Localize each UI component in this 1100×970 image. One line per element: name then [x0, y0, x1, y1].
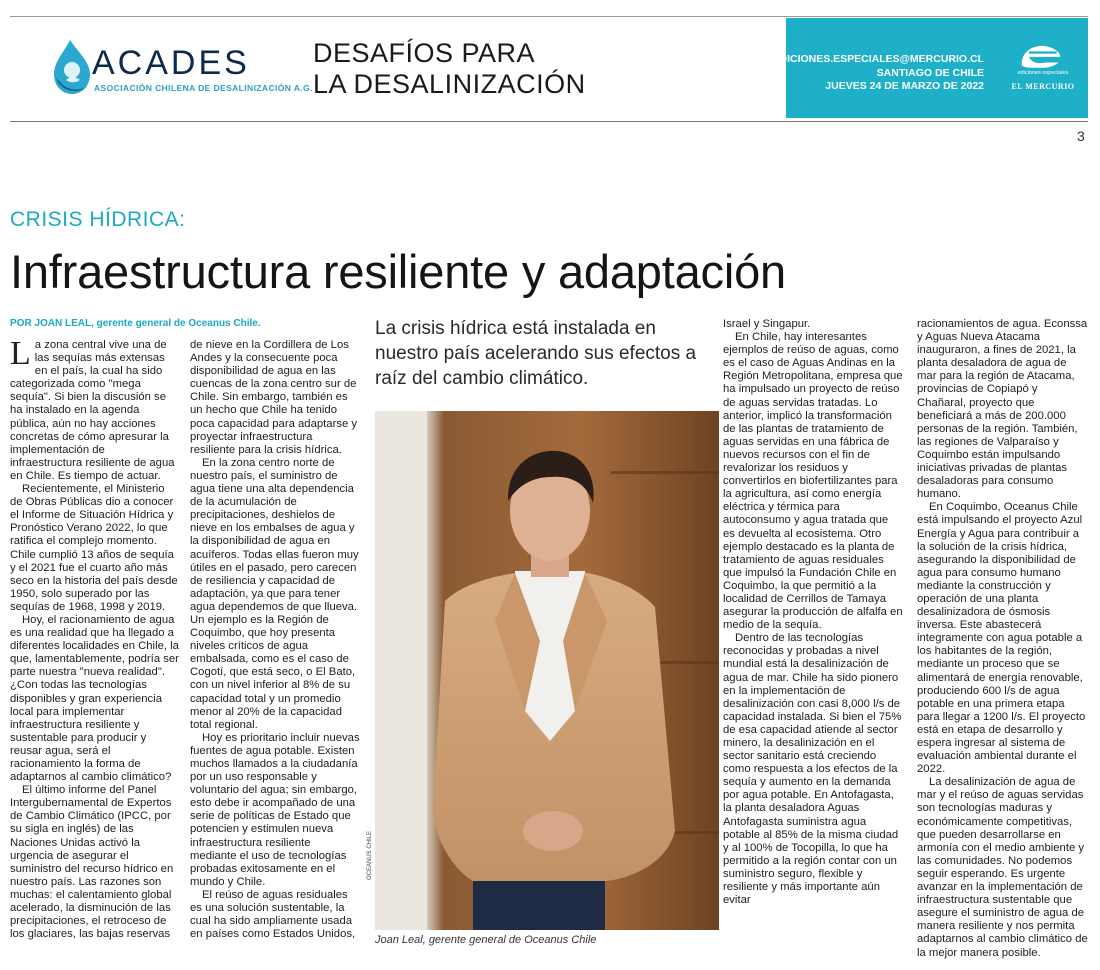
- contact-lines: [772, 53, 984, 94]
- paragraph: El reúso de aguas residuales es una solución sustentable, la cual ha sido ampliamente usada en países como Estados Unidos,: [190, 888, 356, 941]
- article-byline: POR JOAN LEAL, gerente general de Oceanus Chile.: [10, 318, 261, 329]
- pull-quote: La crisis hídrica está instalada en nuestro país acelerando sus efectos a raíz del cambio climático.: [375, 318, 697, 389]
- section-title-line2: LA DESALINIZACIÓN: [313, 69, 586, 99]
- emblem-small-text: ediciones especiales: [1017, 70, 1069, 76]
- photo-caption: Joan Leal, gerente general de Oceanus Chile: [375, 934, 597, 946]
- el-mercurio-emblem-icon: [1018, 44, 1064, 68]
- paragraph: La desalinización de agua de mar y el reúso de aguas servidas son tecnologías maduras y económicamente competitivas, que pueden desarrollarse en armonía con el medio ambiente y las comunidades. No podemos seguir esperando. Es urgente avanzar en la implementación de infraestructura sustentable que asegure el suministro de agua de manera resiliente y nos permita adaptarnos al cambio climático de la mejor manera posible.: [917, 776, 1088, 959]
- section-title-line1: DESAFÍOS PARA: [313, 38, 536, 68]
- paragraph: El último informe del Panel Intergubernamental de Expertos de Cambio Climático (IPCC, por su sigla en inglés) de las Naciones Unidas activó la urgencia de asegurar el suministro del recurso hídrico en nuestro país. Las razones son muchas: el calentamiento global acelerado, la disminución de las precipitaciones, el retroceso de los glaciares, las bajas reservas: [10, 784, 174, 941]
- paragraph: Dentro de las tecnologías reconocidas y probadas a nivel mundial está la desalinización de agua de mar. Chile ha sido pionero en la implementación de desalinización con casi 8,000 l/s de capacidad instalada. Si bien el 75% de esa capacidad atiende al sector minero, la desalinización en el sector sanitario está creciendo como respuesta a los efectos de la sequía y aumento en la demanda por agua potable. En Antofagasta, la planta desaladora Aguas Antofagasta suministra agua potable al 85% de la misma ciudad y al 100% de Tocopilla, lo que ha permitido a la región contar con un suministro seguro, flexible y resiliente y más importante aún evitar: [723, 632, 902, 907]
- top-rule: [10, 16, 1088, 17]
- paragraph: de nieve en la Cordillera de Los Andes y la consecuente poca disponibilidad de agua en las cuencas de la zona centro sur de Chile. Sin embargo, también es un hecho que Chile ha tenido poca capacidad para adaptarse y proyectar infraestructura resiliente para la crisis hídrica.: [190, 339, 358, 456]
- article-column-3: [723, 318, 903, 951]
- photo-credit: OCEANUS CHILE: [367, 830, 373, 880]
- drop-cap: L: [10, 335, 31, 372]
- paragraph: La zona central vive una de las sequías más extensas en el país, la cual ha sido categorizada como "mega sequía". Si bien la discusión se ha instalado en la agenda pública, aún no hay acciones concretas de cómo apresurar la implementación de infraestructura resiliente de agua en Chile. Es tiempo de actuar.: [10, 335, 175, 482]
- portrait-photo: [375, 411, 719, 930]
- page-number: 3: [1077, 128, 1085, 144]
- portrait-illustration: [375, 411, 719, 930]
- contact-city: SANTIAGO DE CHILE: [876, 66, 984, 79]
- paragraph: En Chile, hay interesantes ejemplos de reúso de aguas, como es el caso de Aguas Andinas en la Región Metropolitana, empresa que ha impulsado un proyecto de reúso de aguas servidas tratadas. Lo anterior, implicó la transformación de las plantas de tratamiento de aguas servidas en una fábrica de nuevos recursos con el fin de revalorizar los residuos y convertirlos en biofertilizantes para la agricultura, así como energía eléctrica y térmica para autoconsumo y agua tratada que es devuelta al ecosistema. Otro ejemplo destacado es la planta de tratamiento de aguas residuales que impulsó la Fundación Chile en Coquimbo, la que permitió a la localidad de Cerrillos de Tamaya asegurar la producción de alfalfa en medio de la sequía.: [723, 331, 903, 632]
- section-title: [313, 38, 613, 100]
- article-column-2: [190, 339, 360, 951]
- article-column-4: [917, 318, 1089, 959]
- logo-text: ACADES: [92, 44, 250, 82]
- contact-box: [772, 18, 1088, 118]
- article-headline: Infraestructura resiliente y adaptación: [10, 245, 786, 298]
- article-kicker: CRISIS HÍDRICA:: [10, 208, 186, 231]
- paragraph: Recientemente, el Ministerio de Obras Públicas dio a conocer el Informe de Situación Hídrica y Pronóstico Verano 2022, lo que ratifica el complejo momento. Chile cumplió 13 años de sequía y el 2021 fue el cuarto año más seco en la historia del país desde 1950, solo superado por las sequías de 1968, 1998 y 2019.: [10, 483, 178, 613]
- article-column-1: [10, 335, 180, 951]
- emblem-name: EL MERCURIO: [1011, 82, 1075, 91]
- paragraph: racionamientos de agua. Econssa y Aguas Nueva Atacama inauguraron, a fines de 2021, la planta desaladora de agua de mar para la región de Atacama, provincias de Copiapó y Chañaral, proyecto que beneficiará a más de 200.000 personas de la región. También, las regiones de Valparaíso y Coquimbo están impulsando iniciativas privadas de plantas desaladoras para consumo humano.: [917, 318, 1088, 501]
- contact-email: EDICIONES.ESPECIALES@MERCURIO.CL: [772, 53, 984, 65]
- paragraph: Hoy es prioritario incluir nuevas fuentes de agua potable. Existen muchos llamados a la ciudadanía por un uso responsable y voluntario del agua; sin embargo, esto debe ir acompañado de una serie de políticas de Estado que potencien y estimulen nueva infraestructura resiliente mediante el uso de tecnologías probadas exitosamente en el mundo y Chile.: [190, 731, 360, 888]
- paragraph: En la zona centro norte de nuestro país, el suministro de agua tiene una alta dependencia de la acumulación de precipitaciones, deshielos de nieve en los embalses de agua y la disponibilidad de agua en acuíferos. Todas ellas fueron muy útiles en el pasado, pero carecen de resiliencia y capacidad de adaptación, ya que para tener agua dependemos de que llueva. Un ejemplo es la Región de Coquimbo, que hoy presenta niveles críticos de agua embalsada, como es el caso de Cogotí, que está seco, o El Bato, con un nivel inferior al 8% de su capacidad total y un promedio menor al 20% de la capacidad total regional.: [190, 456, 359, 731]
- paragraph: Hoy, el racionamiento de agua es una realidad que ha llegado a diferentes localidades en Chile, la que, lamentablemente, podría ser parte nuestra "nueva realidad". ¿Con todas las tecnologías disponibles y gran experiencia local para implementar infraestructura resiliente y sustentable para producir y reusar agua, será el racionamiento la forma de adaptarnos al cambio climático?: [10, 613, 179, 784]
- header-rule: [10, 121, 1088, 122]
- paragraph: En Coquimbo, Oceanus Chile está impulsando el proyecto Azul Energía y Agua para contribuir a la solución de la crisis hídrica, asegurando la disponibilidad de agua para consumo humano mediante la construcción y operación de una planta desalinizadora de ósmosis inversa. Este abastecerá integramente con agua potable a los habitantes de la región, mediante un proceso que se alimentará de energía renovable, produciendo 600 l/s de agua potable en una primera etapa para llegar a 1200 l/s. El proyecto está en etapa de desarrollo y espera ingresar al sistema de evaluación ambiental durante el 2022.: [917, 501, 1086, 776]
- contact-date: JUEVES 24 DE MARZO DE 2022: [825, 80, 984, 92]
- logo-subtitle: ASOCIACIÓN CHILENA DE DESALINIZACIÓN A.G.: [94, 83, 313, 93]
- paragraph: Israel y Singapur.: [723, 318, 811, 330]
